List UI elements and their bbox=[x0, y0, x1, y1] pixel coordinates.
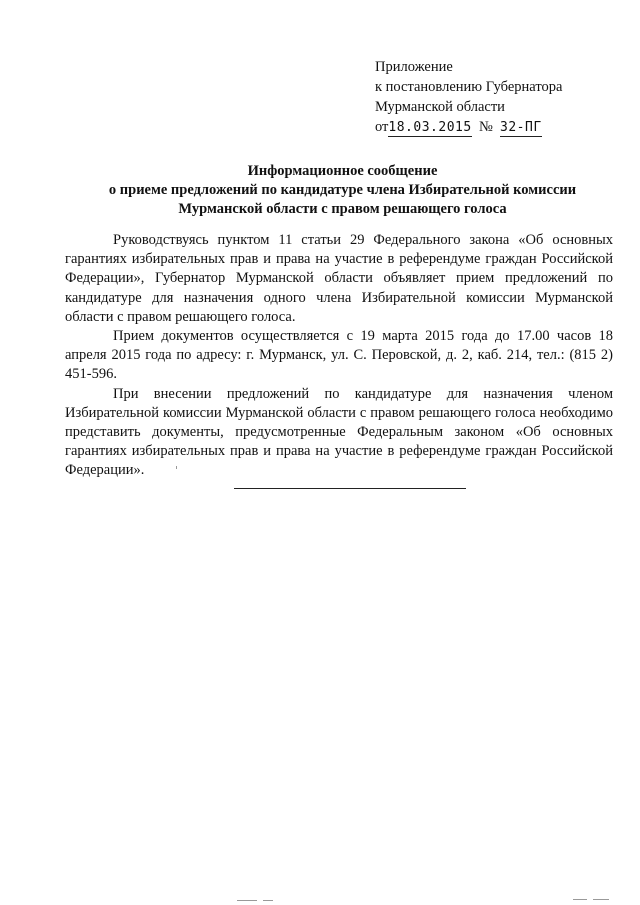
scan-speck bbox=[176, 466, 177, 469]
notice-body bbox=[65, 231, 613, 481]
closing-divider bbox=[234, 488, 466, 489]
scan-speck bbox=[573, 899, 587, 900]
notice-title bbox=[60, 162, 625, 219]
paragraph-submission-period: Прием документов осуществляется с 19 марта 2015 года до 17.00 часов 18 апреля 2015 года по адресу: г. Мурманск, ул. С. Перовской, д. 2, каб. 214, тел.: (815 2) 451-596. bbox=[65, 328, 613, 383]
number-sign: № bbox=[478, 119, 493, 135]
notice-title-line-3: Мурманской области с правом решающего голоса bbox=[178, 201, 507, 217]
notice-title-line-2: о приеме предложений по кандидатуре члена Избирательной комиссии bbox=[108, 182, 577, 198]
scan-speck bbox=[593, 899, 609, 900]
appendix-region: Мурманской области bbox=[375, 99, 505, 115]
appendix-header bbox=[375, 57, 615, 138]
scan-speck bbox=[263, 900, 273, 901]
paragraph-legal-basis: Руководствуясь пунктом 11 статьи 29 Федерального закона «Об основных гарантиях избирательных прав и права на участие в референдуме граждан Российской Федерации», Губернатор Мурманской области объявляет прием предложений по кандидатуре для назначения одного члена Избирательной комиссии Мурманской области с правом решающего голоса. bbox=[65, 232, 613, 325]
document-number: 32-ПГ bbox=[500, 120, 542, 135]
paragraph-required-documents: При внесении предложений по кандидатуре для назначения членом Избирательной комиссии Мурманской области с правом решающего голоса необходимо представить документы, предусмотренные Федеральным законом «Об основных гарантиях избирательных прав и права на участие в референдуме граждан Российской Федерации». bbox=[65, 385, 613, 479]
notice-title-line-1: Информационное сообщение bbox=[247, 163, 438, 179]
scan-speck bbox=[237, 900, 257, 901]
appendix-title: Приложение bbox=[375, 59, 453, 75]
appendix-resolution-ref: к постановлению Губернатора bbox=[375, 79, 563, 95]
from-label: от bbox=[375, 119, 389, 135]
appendix-date-line bbox=[375, 117, 615, 138]
document-date: 18.03.2015 bbox=[388, 120, 472, 135]
